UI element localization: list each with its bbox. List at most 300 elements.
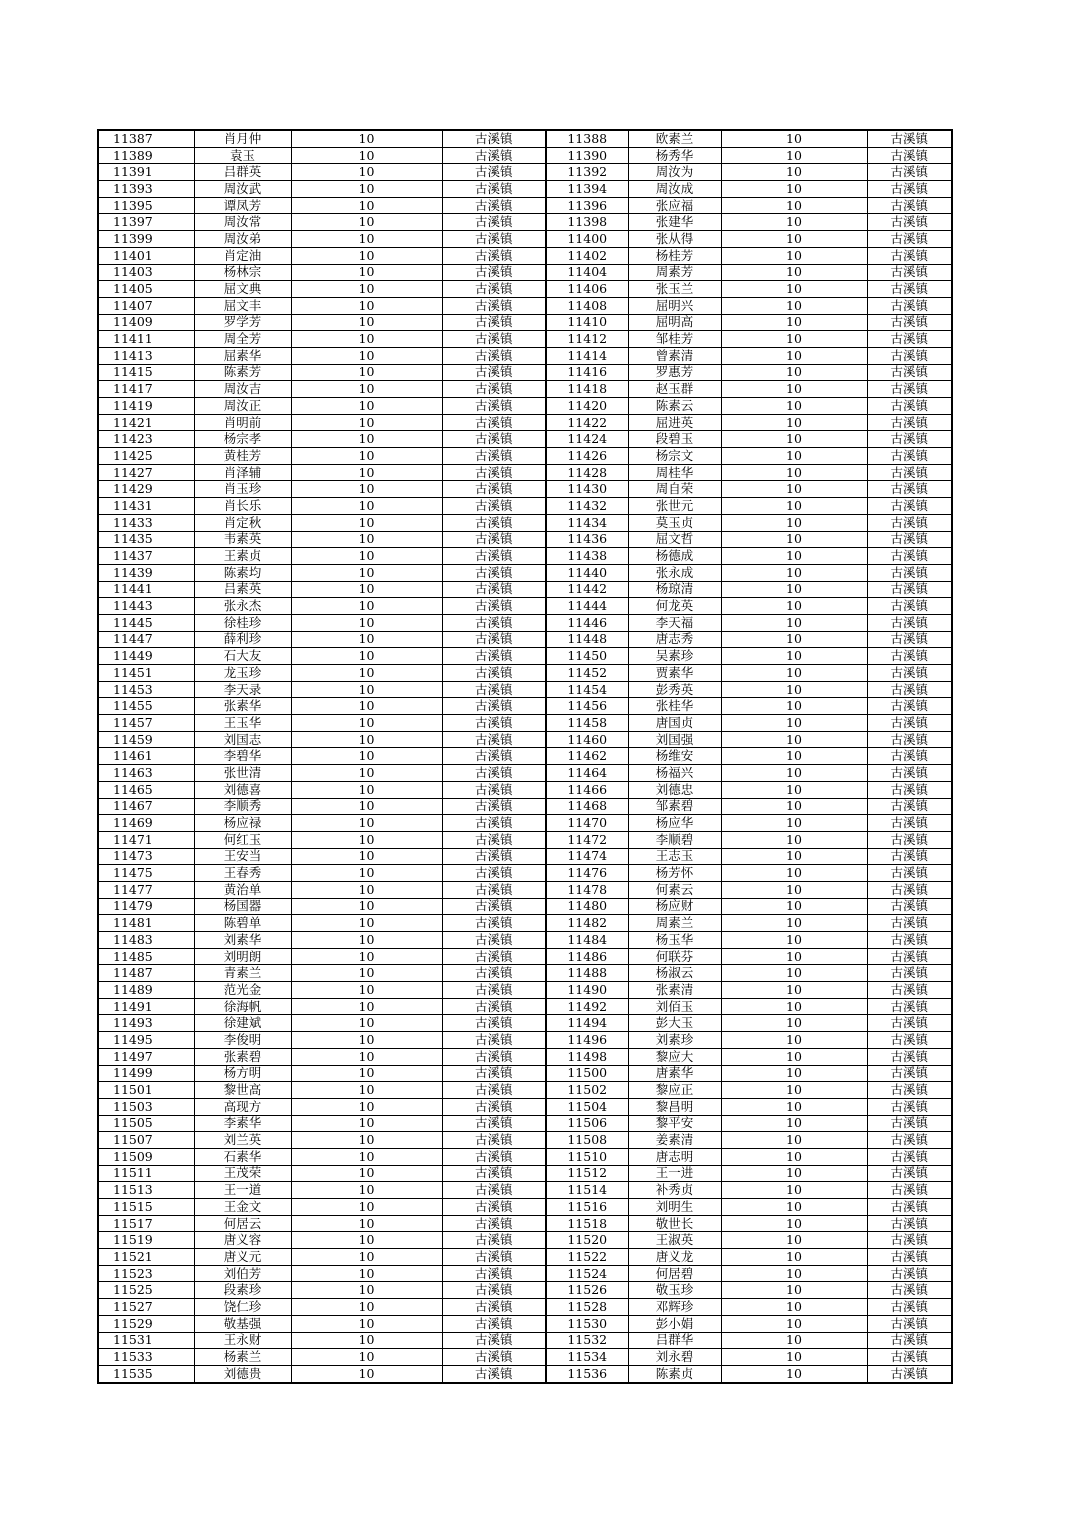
- left-town-cell: 古溪镇: [442, 147, 546, 164]
- right-amount-cell: 10: [721, 965, 867, 982]
- table-row: [98, 698, 952, 715]
- left-town-cell: 古溪镇: [442, 881, 546, 898]
- right-name-cell: 邓辉珍: [628, 1299, 721, 1316]
- right-amount-cell: 10: [721, 915, 867, 932]
- right-town-cell: 古溪镇: [867, 564, 952, 581]
- right-name-cell: 杨宗文: [628, 448, 721, 465]
- right-amount-cell: 10: [721, 214, 867, 231]
- left-town-cell: 古溪镇: [442, 1315, 546, 1332]
- left-id-cell: 11459: [98, 731, 194, 748]
- table-row: [98, 581, 952, 598]
- left-amount-cell: 10: [291, 264, 442, 281]
- right-amount-cell: 10: [721, 731, 867, 748]
- right-town-cell: 古溪镇: [867, 431, 952, 448]
- table-row: [98, 948, 952, 965]
- right-name-cell: 罗惠芳: [628, 364, 721, 381]
- left-amount-cell: 10: [291, 297, 442, 314]
- right-town-cell: 古溪镇: [867, 815, 952, 832]
- right-amount-cell: 10: [721, 181, 867, 198]
- right-name-cell: 彭小娟: [628, 1315, 721, 1332]
- table-row: [98, 815, 952, 832]
- left-id-cell: 11529: [98, 1315, 194, 1332]
- right-id-cell: 11534: [546, 1349, 628, 1366]
- right-id-cell: 11418: [546, 381, 628, 398]
- left-town-cell: 古溪镇: [442, 898, 546, 915]
- table-row: [98, 965, 952, 982]
- right-id-cell: 11482: [546, 915, 628, 932]
- left-town-cell: 古溪镇: [442, 347, 546, 364]
- table-row: [98, 715, 952, 732]
- left-town-cell: 古溪镇: [442, 614, 546, 631]
- right-id-cell: 11492: [546, 998, 628, 1015]
- right-id-cell: 11434: [546, 514, 628, 531]
- table-row: [98, 932, 952, 949]
- left-id-cell: 11519: [98, 1232, 194, 1249]
- left-town-cell: 古溪镇: [442, 214, 546, 231]
- table-row: [98, 347, 952, 364]
- right-amount-cell: 10: [721, 498, 867, 515]
- table-row: [98, 364, 952, 381]
- left-id-cell: 11401: [98, 247, 194, 264]
- table-row: [98, 281, 952, 298]
- left-id-cell: 11395: [98, 197, 194, 214]
- right-id-cell: 11442: [546, 581, 628, 598]
- table-row: [98, 1082, 952, 1099]
- right-id-cell: 11516: [546, 1199, 628, 1216]
- left-town-cell: 古溪镇: [442, 331, 546, 348]
- left-name-cell: 肖玉珍: [194, 481, 291, 498]
- right-name-cell: 曾素清: [628, 347, 721, 364]
- left-town-cell: 古溪镇: [442, 982, 546, 999]
- right-amount-cell: 10: [721, 364, 867, 381]
- right-id-cell: 11478: [546, 881, 628, 898]
- right-name-cell: 补秀贞: [628, 1182, 721, 1199]
- right-amount-cell: 10: [721, 815, 867, 832]
- right-amount-cell: 10: [721, 898, 867, 915]
- right-id-cell: 11416: [546, 364, 628, 381]
- right-amount-cell: 10: [721, 1182, 867, 1199]
- left-name-cell: 肖定油: [194, 247, 291, 264]
- right-id-cell: 11414: [546, 347, 628, 364]
- left-id-cell: 11487: [98, 965, 194, 982]
- right-id-cell: 11400: [546, 231, 628, 248]
- left-name-cell: 饶仁珍: [194, 1299, 291, 1316]
- right-amount-cell: 10: [721, 1132, 867, 1149]
- right-id-cell: 11406: [546, 281, 628, 298]
- left-town-cell: 古溪镇: [442, 448, 546, 465]
- right-town-cell: 古溪镇: [867, 731, 952, 748]
- right-id-cell: 11466: [546, 781, 628, 798]
- left-name-cell: 谭凤芳: [194, 197, 291, 214]
- left-town-cell: 古溪镇: [442, 765, 546, 782]
- right-amount-cell: 10: [721, 631, 867, 648]
- right-name-cell: 张素清: [628, 982, 721, 999]
- left-amount-cell: 10: [291, 815, 442, 832]
- table-row: [98, 247, 952, 264]
- left-amount-cell: 10: [291, 1132, 442, 1149]
- right-town-cell: 古溪镇: [867, 1282, 952, 1299]
- right-id-cell: 11392: [546, 164, 628, 181]
- right-amount-cell: 10: [721, 414, 867, 431]
- left-amount-cell: 10: [291, 748, 442, 765]
- right-name-cell: 杨淑云: [628, 965, 721, 982]
- left-amount-cell: 10: [291, 314, 442, 331]
- right-name-cell: 屈明高: [628, 314, 721, 331]
- right-name-cell: 何龙英: [628, 598, 721, 615]
- right-amount-cell: 10: [721, 1048, 867, 1065]
- right-id-cell: 11522: [546, 1249, 628, 1266]
- left-name-cell: 杨林宗: [194, 264, 291, 281]
- right-id-cell: 11436: [546, 531, 628, 548]
- right-amount-cell: 10: [721, 1065, 867, 1082]
- right-amount-cell: 10: [721, 314, 867, 331]
- right-town-cell: 古溪镇: [867, 581, 952, 598]
- right-id-cell: 11528: [546, 1299, 628, 1316]
- left-id-cell: 11447: [98, 631, 194, 648]
- right-town-cell: 古溪镇: [867, 197, 952, 214]
- right-amount-cell: 10: [721, 130, 867, 147]
- right-id-cell: 11490: [546, 982, 628, 999]
- right-name-cell: 唐素华: [628, 1065, 721, 1082]
- right-name-cell: 敬玉珍: [628, 1282, 721, 1299]
- right-amount-cell: 10: [721, 998, 867, 1015]
- left-id-cell: 11485: [98, 948, 194, 965]
- left-amount-cell: 10: [291, 1282, 442, 1299]
- left-town-cell: 古溪镇: [442, 915, 546, 932]
- right-amount-cell: 10: [721, 648, 867, 665]
- left-amount-cell: 10: [291, 631, 442, 648]
- right-name-cell: 杨琼清: [628, 581, 721, 598]
- right-name-cell: 黎平安: [628, 1115, 721, 1132]
- left-name-cell: 徐桂珍: [194, 614, 291, 631]
- left-name-cell: 张世清: [194, 765, 291, 782]
- right-amount-cell: 10: [721, 1265, 867, 1282]
- right-name-cell: 杨秀华: [628, 147, 721, 164]
- left-name-cell: 吕素英: [194, 581, 291, 598]
- left-amount-cell: 10: [291, 1165, 442, 1182]
- right-id-cell: 11474: [546, 848, 628, 865]
- right-id-cell: 11498: [546, 1048, 628, 1065]
- left-id-cell: 11453: [98, 681, 194, 698]
- right-id-cell: 11500: [546, 1065, 628, 1082]
- left-amount-cell: 10: [291, 147, 442, 164]
- right-town-cell: 古溪镇: [867, 1132, 952, 1149]
- right-town-cell: 古溪镇: [867, 331, 952, 348]
- left-town-cell: 古溪镇: [442, 264, 546, 281]
- left-name-cell: 王一道: [194, 1182, 291, 1199]
- left-town-cell: 古溪镇: [442, 464, 546, 481]
- right-town-cell: 古溪镇: [867, 631, 952, 648]
- right-town-cell: 古溪镇: [867, 1315, 952, 1332]
- right-name-cell: 邹素碧: [628, 798, 721, 815]
- left-name-cell: 刘国志: [194, 731, 291, 748]
- table-row: [98, 331, 952, 348]
- left-name-cell: 范光金: [194, 982, 291, 999]
- left-name-cell: 黄治单: [194, 881, 291, 898]
- right-town-cell: 古溪镇: [867, 214, 952, 231]
- left-amount-cell: 10: [291, 231, 442, 248]
- left-town-cell: 古溪镇: [442, 948, 546, 965]
- left-id-cell: 11469: [98, 815, 194, 832]
- left-amount-cell: 10: [291, 247, 442, 264]
- right-name-cell: 黎应正: [628, 1082, 721, 1099]
- left-amount-cell: 10: [291, 1232, 442, 1249]
- left-name-cell: 肖长乐: [194, 498, 291, 515]
- table-row: [98, 481, 952, 498]
- table-row: [98, 1265, 952, 1282]
- right-id-cell: 11452: [546, 665, 628, 682]
- left-id-cell: 11501: [98, 1082, 194, 1099]
- right-amount-cell: 10: [721, 1365, 867, 1382]
- right-id-cell: 11404: [546, 264, 628, 281]
- right-town-cell: 古溪镇: [867, 948, 952, 965]
- left-name-cell: 刘德喜: [194, 781, 291, 798]
- left-id-cell: 11393: [98, 181, 194, 198]
- left-id-cell: 11433: [98, 514, 194, 531]
- right-amount-cell: 10: [721, 398, 867, 415]
- left-amount-cell: 10: [291, 1098, 442, 1115]
- table-row: [98, 648, 952, 665]
- left-name-cell: 韦素英: [194, 531, 291, 548]
- table-row: [98, 147, 952, 164]
- right-amount-cell: 10: [721, 531, 867, 548]
- right-name-cell: 敬世长: [628, 1215, 721, 1232]
- table-row: [98, 1365, 952, 1382]
- left-town-cell: 古溪镇: [442, 1365, 546, 1382]
- left-amount-cell: 10: [291, 581, 442, 598]
- right-id-cell: 11408: [546, 297, 628, 314]
- right-name-cell: 张桂华: [628, 698, 721, 715]
- left-town-cell: 古溪镇: [442, 1065, 546, 1082]
- table-row: [98, 1148, 952, 1165]
- left-name-cell: 肖泽辅: [194, 464, 291, 481]
- left-name-cell: 唐义容: [194, 1232, 291, 1249]
- left-id-cell: 11517: [98, 1215, 194, 1232]
- right-amount-cell: 10: [721, 982, 867, 999]
- right-id-cell: 11448: [546, 631, 628, 648]
- right-name-cell: 杨芳怀: [628, 865, 721, 882]
- table-row: [98, 1215, 952, 1232]
- right-name-cell: 陈素云: [628, 398, 721, 415]
- right-town-cell: 古溪镇: [867, 347, 952, 364]
- table-row: [98, 548, 952, 565]
- left-amount-cell: 10: [291, 1148, 442, 1165]
- right-amount-cell: 10: [721, 1249, 867, 1266]
- right-id-cell: 11508: [546, 1132, 628, 1149]
- right-id-cell: 11504: [546, 1098, 628, 1115]
- left-name-cell: 徐海帆: [194, 998, 291, 1015]
- right-id-cell: 11412: [546, 331, 628, 348]
- right-name-cell: 张建华: [628, 214, 721, 231]
- left-id-cell: 11525: [98, 1282, 194, 1299]
- table-row: [98, 1132, 952, 1149]
- left-id-cell: 11497: [98, 1048, 194, 1065]
- right-town-cell: 古溪镇: [867, 181, 952, 198]
- table-row: [98, 831, 952, 848]
- left-town-cell: 古溪镇: [442, 715, 546, 732]
- left-id-cell: 11495: [98, 1032, 194, 1049]
- right-town-cell: 古溪镇: [867, 1098, 952, 1115]
- right-amount-cell: 10: [721, 1282, 867, 1299]
- right-name-cell: 张应福: [628, 197, 721, 214]
- right-town-cell: 古溪镇: [867, 748, 952, 765]
- left-amount-cell: 10: [291, 598, 442, 615]
- right-amount-cell: 10: [721, 598, 867, 615]
- left-town-cell: 古溪镇: [442, 681, 546, 698]
- left-id-cell: 11423: [98, 431, 194, 448]
- table-row: [98, 631, 952, 648]
- right-town-cell: 古溪镇: [867, 381, 952, 398]
- left-amount-cell: 10: [291, 431, 442, 448]
- right-amount-cell: 10: [721, 1148, 867, 1165]
- left-amount-cell: 10: [291, 715, 442, 732]
- right-town-cell: 古溪镇: [867, 982, 952, 999]
- right-name-cell: 张世元: [628, 498, 721, 515]
- left-amount-cell: 10: [291, 1249, 442, 1266]
- right-amount-cell: 10: [721, 798, 867, 815]
- left-name-cell: 肖月仲: [194, 130, 291, 147]
- left-amount-cell: 10: [291, 1365, 442, 1382]
- table-row: [98, 564, 952, 581]
- right-name-cell: 屈进英: [628, 414, 721, 431]
- left-id-cell: 11475: [98, 865, 194, 882]
- left-name-cell: 龙玉珍: [194, 665, 291, 682]
- left-id-cell: 11455: [98, 698, 194, 715]
- left-town-cell: 古溪镇: [442, 531, 546, 548]
- right-name-cell: 王淑英: [628, 1232, 721, 1249]
- left-town-cell: 古溪镇: [442, 1332, 546, 1349]
- left-amount-cell: 10: [291, 1115, 442, 1132]
- left-name-cell: 薛利珍: [194, 631, 291, 648]
- left-amount-cell: 10: [291, 1032, 442, 1049]
- right-amount-cell: 10: [721, 464, 867, 481]
- table-row: [98, 1015, 952, 1032]
- right-town-cell: 古溪镇: [867, 831, 952, 848]
- left-name-cell: 黎世高: [194, 1082, 291, 1099]
- right-amount-cell: 10: [721, 1082, 867, 1099]
- left-id-cell: 11473: [98, 848, 194, 865]
- right-name-cell: 陈素贞: [628, 1365, 721, 1382]
- table-row: [98, 898, 952, 915]
- left-town-cell: 古溪镇: [442, 197, 546, 214]
- left-id-cell: 11437: [98, 548, 194, 565]
- right-id-cell: 11530: [546, 1315, 628, 1332]
- table-row: [98, 381, 952, 398]
- left-town-cell: 古溪镇: [442, 481, 546, 498]
- right-amount-cell: 10: [721, 1215, 867, 1232]
- left-name-cell: 黄桂芳: [194, 448, 291, 465]
- left-id-cell: 11521: [98, 1249, 194, 1266]
- right-name-cell: 屈明兴: [628, 297, 721, 314]
- right-name-cell: 段碧玉: [628, 431, 721, 448]
- left-name-cell: 张素碧: [194, 1048, 291, 1065]
- right-amount-cell: 10: [721, 1299, 867, 1316]
- left-amount-cell: 10: [291, 614, 442, 631]
- left-id-cell: 11503: [98, 1098, 194, 1115]
- left-town-cell: 古溪镇: [442, 130, 546, 147]
- left-amount-cell: 10: [291, 731, 442, 748]
- table-row: [98, 314, 952, 331]
- right-name-cell: 吴素珍: [628, 648, 721, 665]
- right-id-cell: 11480: [546, 898, 628, 915]
- right-id-cell: 11424: [546, 431, 628, 448]
- left-id-cell: 11399: [98, 231, 194, 248]
- table-row: [98, 731, 952, 748]
- right-town-cell: 古溪镇: [867, 1148, 952, 1165]
- table-row: [98, 1048, 952, 1065]
- left-name-cell: 王永财: [194, 1332, 291, 1349]
- left-id-cell: 11409: [98, 314, 194, 331]
- table-row: [98, 398, 952, 415]
- right-name-cell: 姜素清: [628, 1132, 721, 1149]
- left-id-cell: 11391: [98, 164, 194, 181]
- right-amount-cell: 10: [721, 681, 867, 698]
- right-town-cell: 古溪镇: [867, 264, 952, 281]
- right-town-cell: 古溪镇: [867, 414, 952, 431]
- right-name-cell: 杨福兴: [628, 765, 721, 782]
- left-name-cell: 袁玉: [194, 147, 291, 164]
- left-amount-cell: 10: [291, 448, 442, 465]
- right-amount-cell: 10: [721, 548, 867, 565]
- left-name-cell: 屈文典: [194, 281, 291, 298]
- left-town-cell: 古溪镇: [442, 498, 546, 515]
- table-row: [98, 414, 952, 431]
- right-id-cell: 11506: [546, 1115, 628, 1132]
- right-id-cell: 11454: [546, 681, 628, 698]
- right-id-cell: 11420: [546, 398, 628, 415]
- right-id-cell: 11476: [546, 865, 628, 882]
- right-name-cell: 莫玉贞: [628, 514, 721, 531]
- left-amount-cell: 10: [291, 164, 442, 181]
- left-amount-cell: 10: [291, 347, 442, 364]
- table-row: [98, 1249, 952, 1266]
- left-amount-cell: 10: [291, 982, 442, 999]
- left-town-cell: 古溪镇: [442, 648, 546, 665]
- left-town-cell: 古溪镇: [442, 247, 546, 264]
- left-amount-cell: 10: [291, 798, 442, 815]
- right-name-cell: 周素兰: [628, 915, 721, 932]
- left-amount-cell: 10: [291, 998, 442, 1015]
- right-name-cell: 杨玉华: [628, 932, 721, 949]
- left-town-cell: 古溪镇: [442, 932, 546, 949]
- right-id-cell: 11422: [546, 414, 628, 431]
- left-amount-cell: 10: [291, 1265, 442, 1282]
- right-town-cell: 古溪镇: [867, 798, 952, 815]
- table-row: [98, 1232, 952, 1249]
- right-amount-cell: 10: [721, 1199, 867, 1216]
- right-name-cell: 彭大玉: [628, 1015, 721, 1032]
- right-amount-cell: 10: [721, 831, 867, 848]
- left-id-cell: 11493: [98, 1015, 194, 1032]
- table-row: [98, 1032, 952, 1049]
- right-town-cell: 古溪镇: [867, 681, 952, 698]
- right-amount-cell: 10: [721, 715, 867, 732]
- left-name-cell: 李俊明: [194, 1032, 291, 1049]
- right-town-cell: 古溪镇: [867, 1249, 952, 1266]
- table-row: [98, 1332, 952, 1349]
- left-name-cell: 周汝正: [194, 398, 291, 415]
- right-name-cell: 黎应大: [628, 1048, 721, 1065]
- left-name-cell: 杨素兰: [194, 1349, 291, 1366]
- left-name-cell: 唐义元: [194, 1249, 291, 1266]
- right-town-cell: 古溪镇: [867, 398, 952, 415]
- left-amount-cell: 10: [291, 414, 442, 431]
- left-name-cell: 肖明前: [194, 414, 291, 431]
- right-name-cell: 刘佰玉: [628, 998, 721, 1015]
- right-town-cell: 古溪镇: [867, 1199, 952, 1216]
- left-id-cell: 11489: [98, 982, 194, 999]
- left-amount-cell: 10: [291, 781, 442, 798]
